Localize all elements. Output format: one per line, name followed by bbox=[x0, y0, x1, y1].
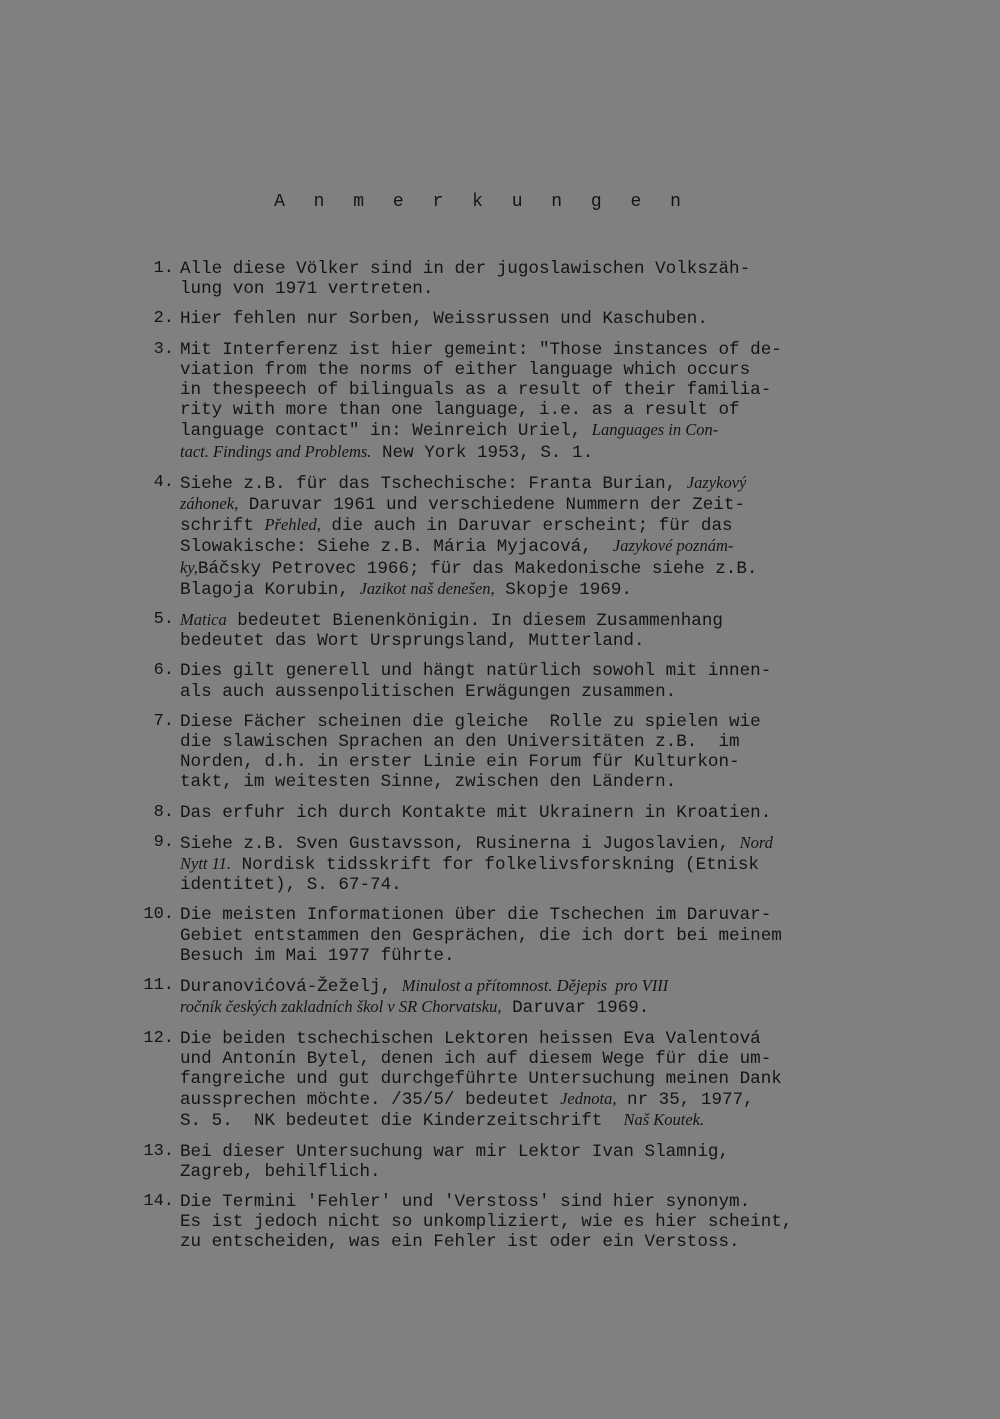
footnote-line bbox=[180, 1142, 729, 1162]
text-run: Bei dieser Untersuchung war mir Lektor Ivan Slamnig, bbox=[180, 1141, 730, 1162]
notes-list bbox=[130, 259, 890, 1253]
italic-title: Jazikot naš denešen, bbox=[359, 578, 495, 598]
footnote-number: 8. bbox=[153, 802, 174, 822]
footnote-line bbox=[180, 661, 771, 681]
italic-title: tact. Findings and Problems. bbox=[180, 441, 372, 461]
footnote-line bbox=[180, 1110, 782, 1131]
footnote-number: 13. bbox=[143, 1141, 174, 1161]
text-run: und Antonín Bytel, denen ich auf diesem Wege für die um- bbox=[180, 1048, 772, 1069]
text-run: bedeutet das Wort Ursprungsland, Mutterland. bbox=[180, 631, 645, 652]
footnote-text bbox=[180, 473, 757, 600]
footnote-number: 3. bbox=[153, 339, 174, 359]
footnote-line bbox=[180, 1162, 729, 1182]
footnote-number: 5. bbox=[153, 610, 174, 630]
text-run: Báčsky Petrovec 1966; für das Makedonische siehe z.B. bbox=[197, 558, 758, 579]
text-run: die slawischen Sprachen an den Universitäten z.B. im bbox=[180, 732, 740, 753]
footnote-line bbox=[180, 558, 757, 579]
footnote bbox=[130, 259, 890, 299]
footnote bbox=[130, 309, 890, 329]
footnote-line bbox=[180, 946, 782, 966]
footnote-number: 7. bbox=[153, 711, 174, 731]
italic-title: Jazykový bbox=[686, 472, 747, 492]
text-run: Slowakische: Siehe z.B. Mária Myjacová, bbox=[180, 537, 613, 558]
footnote-line bbox=[180, 833, 773, 854]
text-run: aussprechen möchte. /35/5/ bedeutet bbox=[180, 1090, 561, 1111]
italic-title: Minulost a přítomnost. Dějepis pro VIII bbox=[401, 976, 669, 996]
footnote-line bbox=[180, 631, 723, 651]
footnote-line bbox=[180, 997, 668, 1018]
text-run: Die beiden tschechischen Lektoren heissen Eva Valentová bbox=[180, 1028, 761, 1049]
footnote-line bbox=[180, 712, 761, 732]
text-run: Siehe z.B. für das Tschechische: Franta Burian, bbox=[180, 473, 687, 494]
footnote-text bbox=[180, 1029, 782, 1132]
footnote bbox=[130, 473, 890, 600]
footnote-line bbox=[180, 682, 771, 702]
footnote-line bbox=[180, 1029, 782, 1049]
footnote-text bbox=[180, 340, 782, 463]
footnote-line bbox=[180, 494, 757, 515]
footnote-line bbox=[180, 1212, 792, 1232]
italic-title: Jazykové poznám- bbox=[612, 536, 734, 556]
footnote-text bbox=[180, 661, 771, 701]
footnote-text bbox=[180, 309, 708, 329]
text-run: Duranovićová-Žeželj, bbox=[180, 977, 402, 998]
text-run: New York 1953, S. 1. bbox=[371, 442, 594, 463]
italic-title: ky, bbox=[180, 557, 198, 577]
text-run: takt, im weitesten Sinne, zwischen den Ländern. bbox=[180, 772, 677, 793]
page-heading: A n m e r k u n g e n bbox=[274, 192, 690, 212]
footnote bbox=[130, 340, 890, 463]
text-run: bedeutet Bienenkönigin. In diesem Zusammenhang bbox=[226, 611, 723, 632]
text-run: S. 5. NK bedeutet die Kinderzeitschrift bbox=[180, 1111, 624, 1132]
footnote-number: 6. bbox=[153, 661, 174, 681]
text-run: Gebiet entstammen den Gesprächen, die ich dort bei meinem bbox=[180, 925, 782, 946]
text-run: Besuch im Mai 1977 führte. bbox=[180, 945, 455, 966]
footnote-line bbox=[180, 803, 771, 823]
footnote-line bbox=[180, 905, 782, 925]
footnote-line bbox=[180, 772, 761, 792]
text-run: Das erfuhr ich durch Kontakte mit Ukrainern in Kroatien. bbox=[180, 802, 772, 823]
footnote-text bbox=[180, 803, 771, 823]
footnote-line bbox=[180, 875, 773, 895]
footnote bbox=[130, 1192, 890, 1253]
italic-title: Jednota, bbox=[560, 1089, 617, 1109]
italic-title: Přehled, bbox=[264, 515, 321, 535]
text-run: schrift bbox=[180, 516, 265, 537]
text-run: Norden, d.h. in erster Linie ein Forum für Kulturkon- bbox=[180, 752, 740, 773]
text-run: Blagoja Korubin, bbox=[180, 579, 360, 600]
footnote-text bbox=[180, 1142, 729, 1182]
text-run: in thespeech of bilinguals as a result of their familia- bbox=[180, 380, 772, 401]
footnote bbox=[130, 976, 890, 1018]
footnote bbox=[130, 833, 890, 896]
text-run: Die meisten Informationen über die Tschechen im Daruvar- bbox=[180, 905, 772, 926]
text-run: Hier fehlen nur Sorben, Weissrussen und Kaschuben. bbox=[180, 309, 708, 330]
footnote-line bbox=[180, 732, 761, 752]
footnote-line bbox=[180, 259, 750, 279]
footnote-line bbox=[180, 1089, 782, 1110]
footnote-line bbox=[180, 752, 761, 772]
footnote-number: 4. bbox=[153, 472, 174, 492]
footnote-text bbox=[180, 712, 761, 793]
footnote-text bbox=[180, 905, 782, 966]
footnote bbox=[130, 1142, 890, 1182]
italic-title: ročník českých zakladních škol v SR Chorvatsku, bbox=[180, 997, 502, 1017]
footnote-line bbox=[180, 610, 723, 631]
text-run: die auch in Daruvar erscheint; für das bbox=[320, 516, 733, 537]
text-run: Skopje 1969. bbox=[494, 579, 632, 600]
footnote-text bbox=[180, 1192, 792, 1253]
text-run: Mit Interferenz ist hier gemeint: "Those instances of de- bbox=[180, 339, 782, 360]
text-run: Diese Fächer scheinen die gleiche Rolle zu spielen wie bbox=[180, 711, 761, 732]
italic-title: Naš Koutek. bbox=[623, 1110, 705, 1130]
text-run: rity with more than one language, i.e. as a result of bbox=[180, 400, 740, 421]
text-run: Siehe z.B. Sven Gustavsson, Rusinerna i Jugoslavien, bbox=[180, 833, 740, 854]
text-run: Nordisk tidsskrift for folkelivsforskning (Etnisk bbox=[231, 855, 759, 876]
footnote-text bbox=[180, 976, 668, 1018]
footnote-number: 2. bbox=[153, 309, 174, 329]
footnote-line bbox=[180, 400, 782, 420]
footnote-line bbox=[180, 1192, 792, 1212]
footnote bbox=[130, 905, 890, 966]
text-run: identitet), S. 67-74. bbox=[180, 875, 402, 896]
footnote-line bbox=[180, 340, 782, 360]
italic-title: záhonek, bbox=[180, 494, 239, 514]
italic-title: Nytt 11. bbox=[180, 854, 232, 874]
footnote-line bbox=[180, 1069, 782, 1089]
footnote-text bbox=[180, 610, 723, 651]
footnote-text bbox=[180, 259, 750, 299]
footnote bbox=[130, 803, 890, 823]
footnote bbox=[130, 712, 890, 793]
text-run: zu entscheiden, was ein Fehler ist oder ein Verstoss. bbox=[180, 1232, 740, 1253]
footnote-number: 1. bbox=[153, 259, 174, 278]
footnote-line bbox=[180, 380, 782, 400]
footnote-line bbox=[180, 1049, 782, 1069]
footnote-line bbox=[180, 279, 750, 299]
text-run: viation from the norms of either language which occurs bbox=[180, 359, 751, 380]
footnote-line bbox=[180, 309, 708, 329]
footnote-line bbox=[180, 579, 757, 600]
text-run: Dies gilt generell und hängt natürlich sowohl mit innen- bbox=[180, 661, 772, 682]
text-run: lung von 1971 vertreten. bbox=[180, 279, 434, 300]
text-run: nr 35, 1977, bbox=[616, 1090, 754, 1111]
footnote-line bbox=[180, 536, 757, 557]
footnote bbox=[130, 1029, 890, 1132]
footnote-number: 12. bbox=[143, 1028, 174, 1048]
footnote-number: 14. bbox=[143, 1191, 174, 1211]
footnote-line bbox=[180, 976, 668, 997]
footnote-line bbox=[180, 1232, 792, 1252]
italic-title: Matica bbox=[180, 610, 227, 630]
footnote-line bbox=[180, 442, 782, 463]
footnote-text bbox=[180, 833, 773, 896]
footnote-number: 9. bbox=[153, 832, 174, 852]
text-run: Es ist jedoch nicht so unkompliziert, wie es hier scheint, bbox=[180, 1212, 793, 1233]
text-run: Daruvar 1969. bbox=[501, 998, 650, 1019]
text-run: Zagreb, behilflich. bbox=[180, 1161, 381, 1182]
footnote bbox=[130, 661, 890, 701]
footnote bbox=[130, 610, 890, 651]
footnote-line bbox=[180, 360, 782, 380]
text-run: language contact" in: Weinreich Uriel, bbox=[180, 421, 592, 442]
footnote-line bbox=[180, 515, 757, 536]
italic-title: Nord bbox=[739, 832, 773, 852]
footnote-line bbox=[180, 473, 757, 494]
text-run: Alle diese Völker sind in der jugoslawischen Volkszäh- bbox=[180, 259, 751, 279]
text-run: fangreiche und gut durchgeführte Untersuchung meinen Dank bbox=[180, 1068, 782, 1089]
footnote-line bbox=[180, 926, 782, 946]
footnote-line bbox=[180, 854, 773, 875]
footnote-number: 10. bbox=[143, 905, 174, 925]
text-run: Die Termini 'Fehler' und 'Verstoss' sind hier synonym. bbox=[180, 1191, 751, 1212]
footnote-line bbox=[180, 420, 782, 441]
footnote-number: 11. bbox=[143, 976, 174, 996]
text-run: Daruvar 1961 und verschiedene Nummern der Zeit- bbox=[238, 495, 745, 516]
italic-title: Languages in Con- bbox=[591, 420, 719, 440]
text-run: als auch aussenpolitischen Erwägungen zusammen. bbox=[180, 681, 677, 702]
